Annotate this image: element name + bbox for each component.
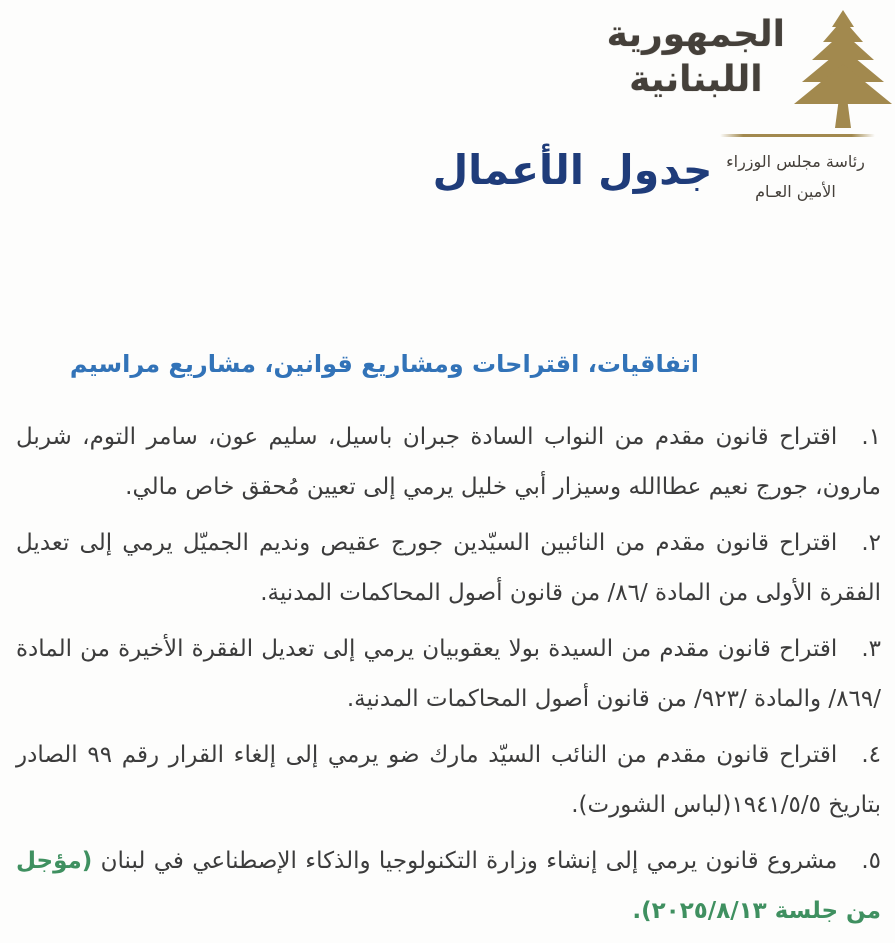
item-number: ١. [861,424,881,450]
section-heading: اتفاقيات، اقتراحات ومشاريع قوانين، مشاريع مراسيم [69,350,699,378]
item-text: اقتراح قانون مقدم من النواب السادة جبران باسيل، سليم عون، سامر التوم، شربل مارون، جورج نعيم عطاالله وسيزار أبي خليل يرمي إلى تعيين مُحقق خاص مالي. [16,424,881,500]
agenda-list [16,412,881,942]
item-text: اقتراح قانون مقدم من النائبين السيّدين جورج عقيص ونديم الجميّل يرمي إلى تعديل الفقرة الأولى من المادة /٨٦/ من قانون أصول المحاكمات المدنية. [16,530,881,606]
agenda-item-2 [16,518,881,618]
agenda-item-4 [16,730,881,830]
deferred-note: (مؤجل من جلسة ٢٠٢٥/٨/١٣). [16,848,881,924]
republic-name [607,6,785,102]
republic-name-line2: اللبنانية [629,59,763,100]
agenda-item-5 [16,836,881,936]
agenda-item-1 [16,412,881,512]
emblem-divider [720,134,875,137]
republic-name-line1: الجمهورية [606,14,785,55]
page-title: جدول الأعمال [432,146,713,194]
cedar-icon [793,10,893,128]
agenda-item-3 [16,624,881,724]
item-number: ٤. [861,742,881,768]
item-text: اقتراح قانون مقدم من السيدة بولا يعقوبيان يرمي إلى تعديل الفقرة الأخيرة من المادة /٨٦٩/ والمادة /٩٢٣/ من قانون أصول المحاكمات المدنية. [16,636,881,712]
item-number: ٣. [861,636,881,662]
item-text: مشروع قانون يرمي إلى إنشاء وزارة التكنولوجيا والذكاء الإصطناعي في لبنان [92,848,838,874]
item-text: اقتراح قانون مقدم من النائب السيّد مارك ضو يرمي إلى إلغاء القرار رقم ٩٩ الصادر بتاريخ ١٩٤١/٥/٥(لباس الشورت). [16,742,881,818]
item-number: ٢. [861,530,881,556]
office-line1: رئاسة مجلس الوزراء [726,152,865,171]
office-line2: الأمين العـام [755,182,836,202]
item-number: ٥. [861,848,881,874]
emblem-row [608,6,893,128]
